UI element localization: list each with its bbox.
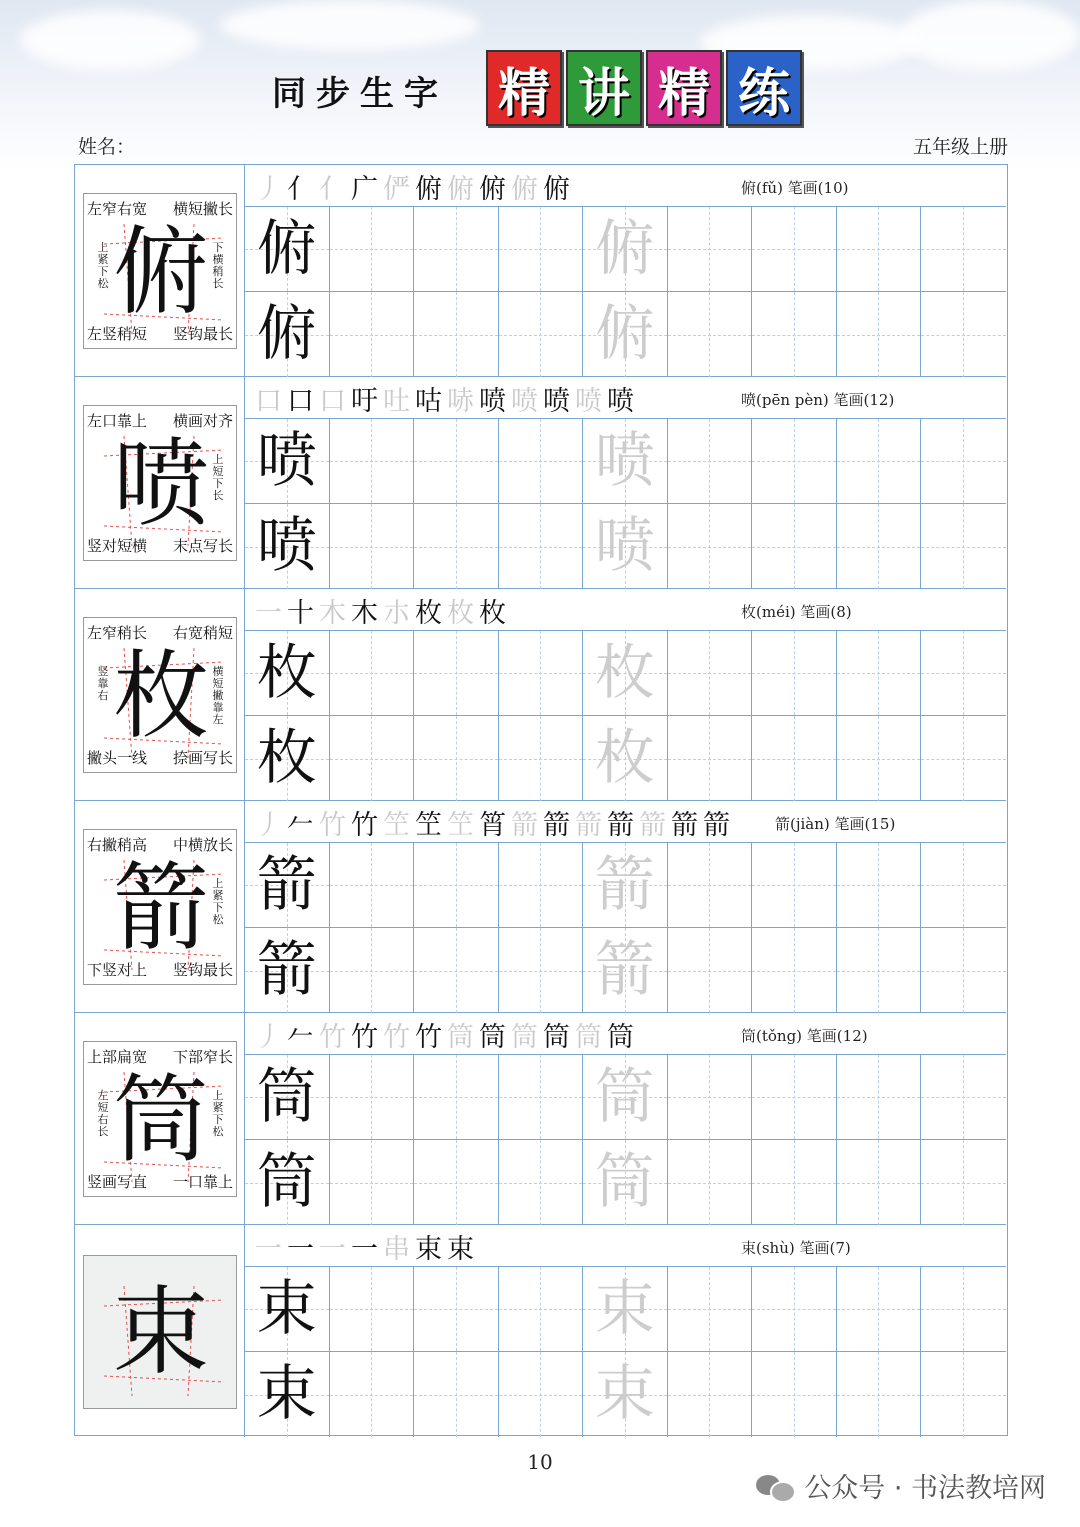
guide-tip: 左窄稍长 [87, 624, 148, 642]
writing-cell[interactable] [668, 716, 753, 801]
writing-cell[interactable] [752, 207, 837, 292]
writing-cell[interactable] [752, 716, 837, 801]
writing-cell[interactable] [583, 1140, 668, 1225]
trace-character: 筒 [594, 1147, 655, 1217]
character-block [75, 377, 1006, 589]
writing-cell[interactable] [245, 419, 330, 504]
writing-cell[interactable] [837, 292, 922, 377]
character-block [75, 1225, 1006, 1437]
stroke-step: 木 [351, 598, 379, 629]
writing-cell[interactable] [668, 1055, 753, 1140]
stroke-order-row [245, 1225, 1006, 1267]
guide-tip: 竖画写直 [87, 1173, 148, 1191]
stroke-step: 吁 [351, 386, 379, 417]
stroke-step: 喷 [607, 386, 635, 417]
stroke-step: 箭 [511, 810, 539, 841]
writing-cell[interactable] [921, 419, 1006, 504]
practice-panel [245, 1013, 1006, 1224]
stroke-step: 俯 [543, 174, 571, 205]
guide-tip: 上紧下松 [212, 1089, 224, 1138]
stroke-step: 箭 [639, 810, 667, 841]
guide-tip: 竖钩最长 [172, 325, 233, 343]
character-block [75, 165, 1006, 377]
guide-character: 喷 [113, 428, 209, 540]
stroke-step: 笁 [383, 810, 411, 841]
pinyin-stroke-count: 俯(fǔ) 笔画(10) [741, 179, 849, 197]
stroke-step: 竹 [351, 810, 379, 841]
stroke-step: 竹 [415, 1022, 443, 1053]
stroke-step: 一 [319, 1234, 347, 1265]
stroke-step: 十 [287, 598, 315, 629]
guide-tip: 左竖稍短 [87, 325, 148, 343]
writing-cell[interactable] [668, 207, 753, 292]
writing-cell[interactable] [245, 1352, 330, 1437]
stroke-step: 𠂉 [287, 1022, 315, 1053]
writing-cell[interactable] [330, 504, 415, 589]
stroke-step: 箭 [575, 810, 603, 841]
trace-character: 枚 [594, 638, 655, 708]
writing-cell[interactable] [330, 1267, 415, 1352]
writing-cell[interactable] [921, 292, 1006, 377]
writing-cell[interactable] [330, 1140, 415, 1225]
writing-cell[interactable] [921, 631, 1006, 716]
stroke-step: 丿 [255, 1022, 283, 1053]
stroke-step: 筒 [447, 1022, 475, 1053]
writing-cell[interactable] [414, 419, 499, 504]
writing-cell[interactable] [837, 1055, 922, 1140]
practice-sheet [74, 164, 1008, 1436]
writing-cell[interactable] [752, 419, 837, 504]
writing-cell[interactable] [921, 1352, 1006, 1437]
writing-cell[interactable] [668, 1267, 753, 1352]
writing-cell[interactable] [752, 928, 837, 1013]
writing-cell[interactable] [837, 843, 922, 928]
pinyin-stroke-count: 箭(jiàn) 笔画(15) [775, 815, 896, 833]
stroke-sequence [255, 803, 735, 842]
writing-cell[interactable] [752, 1352, 837, 1437]
stroke-step: 筲 [479, 810, 507, 841]
stroke-step: 束 [415, 1234, 443, 1265]
writing-cell[interactable] [330, 1055, 415, 1140]
writing-cell[interactable] [668, 1140, 753, 1225]
guide-panel [75, 165, 245, 376]
writing-cell[interactable] [668, 1352, 753, 1437]
guide-tip: 上短下长 [212, 453, 224, 502]
writing-cell[interactable] [583, 419, 668, 504]
stroke-step: 喷 [511, 386, 539, 417]
writing-cell[interactable] [414, 1267, 499, 1352]
writing-cell[interactable] [837, 928, 922, 1013]
stroke-step: 筒 [543, 1022, 571, 1053]
stroke-order-row [245, 801, 1006, 843]
writing-cell[interactable] [837, 504, 922, 589]
model-character: 喷 [256, 511, 317, 581]
logo [486, 50, 802, 126]
stroke-sequence [255, 1015, 639, 1054]
stroke-step: 哧 [447, 386, 475, 417]
writing-grid [245, 419, 1006, 589]
stroke-step: 朩 [383, 598, 411, 629]
stroke-step: 亻 [287, 174, 315, 205]
writing-cell[interactable] [583, 1055, 668, 1140]
guide-tip: 左窄右宽 [87, 200, 148, 218]
watermark-text: 公众号 · 书法教培网 [804, 1473, 1046, 1504]
model-character: 喷 [256, 426, 317, 496]
guide-panel [75, 377, 245, 588]
writing-cell[interactable] [583, 843, 668, 928]
stroke-step: 一 [255, 598, 283, 629]
writing-cell[interactable] [414, 716, 499, 801]
practice-panel [245, 1225, 1006, 1437]
stroke-step: 口 [255, 386, 283, 417]
writing-cell[interactable] [921, 928, 1006, 1013]
stroke-step: 笁 [415, 810, 443, 841]
pinyin-stroke-count: 喷(pēn pèn) 笔画(12) [741, 391, 895, 409]
stroke-step: 口 [287, 386, 315, 417]
writing-cell[interactable] [499, 1352, 584, 1437]
writing-cell[interactable] [752, 292, 837, 377]
guide-character: 箭 [113, 852, 209, 964]
writing-cell[interactable] [499, 1055, 584, 1140]
writing-cell[interactable] [752, 504, 837, 589]
guide-tip: 中横放长 [172, 836, 233, 854]
guide-tip: 末点写长 [172, 537, 233, 555]
guide-tip: 竖对短横 [87, 537, 148, 555]
trace-character: 俯 [594, 299, 655, 369]
stroke-step: 俨 [383, 174, 411, 205]
stroke-step: 一 [255, 1234, 283, 1265]
stroke-step: 俯 [415, 174, 443, 205]
stroke-order-row [245, 589, 1006, 631]
writing-cell[interactable] [921, 1267, 1006, 1352]
writing-cell[interactable] [414, 1352, 499, 1437]
stroke-step: 木 [319, 598, 347, 629]
writing-cell[interactable] [837, 1140, 922, 1225]
stroke-step: 筒 [575, 1022, 603, 1053]
writing-grid [245, 1267, 1006, 1437]
writing-cell[interactable] [499, 843, 584, 928]
logo-char: 讲 [566, 50, 642, 126]
writing-cell[interactable] [499, 504, 584, 589]
stroke-sequence [255, 167, 575, 206]
writing-cell[interactable] [499, 716, 584, 801]
guide-tip: 竖靠右 [97, 665, 109, 702]
writing-cell[interactable] [414, 207, 499, 292]
stroke-step: 竹 [383, 1022, 411, 1053]
trace-character: 束 [594, 1274, 655, 1344]
stroke-step: 一 [287, 1234, 315, 1265]
guide-panel [75, 801, 245, 1012]
guide-card [83, 829, 237, 985]
writing-grid [245, 1055, 1006, 1225]
logo-char: 精 [646, 50, 722, 126]
model-character: 枚 [256, 723, 317, 793]
trace-character: 枚 [594, 723, 655, 793]
stroke-step: 喷 [575, 386, 603, 417]
stroke-order-row [245, 165, 1006, 207]
writing-cell[interactable] [245, 292, 330, 377]
guide-tip: 上部扁宽 [87, 1048, 148, 1066]
guide-tip: 横短撇靠左 [212, 665, 224, 726]
writing-cell[interactable] [330, 1352, 415, 1437]
writing-cell[interactable] [668, 843, 753, 928]
writing-cell[interactable] [330, 928, 415, 1013]
guide-tip: 右宽稍短 [172, 624, 233, 642]
wechat-icon [756, 1471, 796, 1501]
writing-cell[interactable] [414, 631, 499, 716]
writing-grid [245, 631, 1006, 801]
writing-cell[interactable] [330, 716, 415, 801]
model-character: 枚 [256, 638, 317, 708]
writing-cell[interactable] [837, 207, 922, 292]
writing-cell[interactable] [414, 504, 499, 589]
writing-cell[interactable] [837, 716, 922, 801]
guide-tip: 下竖对上 [87, 961, 148, 979]
guide-panel [75, 1225, 245, 1437]
stroke-step: 𠂉 [287, 810, 315, 841]
writing-cell[interactable] [330, 207, 415, 292]
guide-tip: 捺画写长 [172, 749, 233, 767]
writing-cell[interactable] [668, 504, 753, 589]
writing-cell[interactable] [921, 1140, 1006, 1225]
writing-cell[interactable] [414, 1140, 499, 1225]
character-block [75, 589, 1006, 801]
writing-cell[interactable] [414, 292, 499, 377]
writing-cell[interactable] [752, 843, 837, 928]
stroke-step: 束 [447, 1234, 475, 1265]
guide-tip: 撇头一线 [87, 749, 148, 767]
watermark [756, 1466, 1046, 1505]
stroke-step: 笁 [447, 810, 475, 841]
writing-cell[interactable] [921, 1055, 1006, 1140]
stroke-step: 箭 [703, 810, 731, 841]
writing-cell[interactable] [499, 292, 584, 377]
guide-tip: 上紧下松 [212, 877, 224, 926]
writing-cell[interactable] [245, 1055, 330, 1140]
writing-cell[interactable] [921, 843, 1006, 928]
writing-cell[interactable] [583, 1352, 668, 1437]
trace-character: 束 [594, 1359, 655, 1429]
trace-character: 喷 [594, 511, 655, 581]
guide-tip: 横画对齐 [172, 412, 233, 430]
stroke-step: 咕 [415, 386, 443, 417]
writing-cell[interactable] [583, 928, 668, 1013]
stroke-step: 竹 [319, 1022, 347, 1053]
trace-character: 筒 [594, 1062, 655, 1132]
writing-cell[interactable] [921, 716, 1006, 801]
trace-character: 箭 [594, 850, 655, 920]
writing-cell[interactable] [668, 631, 753, 716]
writing-cell[interactable] [245, 1140, 330, 1225]
model-character: 束 [256, 1274, 317, 1344]
guide-character: 俯 [113, 216, 209, 328]
writing-cell[interactable] [583, 504, 668, 589]
model-character: 束 [256, 1359, 317, 1429]
guide-card [83, 405, 237, 561]
stroke-step: 口 [319, 386, 347, 417]
guide-card [83, 617, 237, 773]
writing-cell[interactable] [837, 1267, 922, 1352]
grade-label: 五年级上册 [912, 136, 1008, 158]
writing-cell[interactable] [499, 419, 584, 504]
stroke-step: 筒 [479, 1022, 507, 1053]
stroke-step: 吐 [383, 386, 411, 417]
writing-cell[interactable] [499, 1267, 584, 1352]
stroke-step: 亻 [319, 174, 347, 205]
writing-cell[interactable] [330, 292, 415, 377]
stroke-step: 枚 [415, 598, 443, 629]
writing-cell[interactable] [330, 631, 415, 716]
stroke-sequence [255, 379, 639, 418]
stroke-step: 俯 [479, 174, 507, 205]
stroke-sequence [255, 1227, 479, 1266]
stroke-step: 筒 [607, 1022, 635, 1053]
guide-tip: 一口靠上 [172, 1173, 233, 1191]
writing-cell[interactable] [245, 928, 330, 1013]
guide-character: 筒 [113, 1064, 209, 1176]
writing-cell[interactable] [921, 504, 1006, 589]
stroke-step: 筒 [511, 1022, 539, 1053]
stroke-step: 俯 [511, 174, 539, 205]
writing-cell[interactable] [245, 843, 330, 928]
name-label: 姓名： [78, 136, 136, 158]
writing-cell[interactable] [414, 928, 499, 1013]
stroke-sequence [255, 591, 511, 630]
trace-character: 俯 [594, 214, 655, 284]
writing-cell[interactable] [583, 292, 668, 377]
practice-panel [245, 589, 1006, 800]
writing-grid [245, 843, 1006, 1013]
page-number: 10 [527, 1450, 553, 1474]
trace-character: 喷 [594, 426, 655, 496]
guide-character: 束 [113, 1276, 209, 1388]
guide-tip: 右撇稍高 [87, 836, 148, 854]
writing-cell[interactable] [668, 419, 753, 504]
logo-char: 精 [486, 50, 562, 126]
stroke-step: 竹 [351, 1022, 379, 1053]
stroke-order-row [245, 377, 1006, 419]
guide-tip: 下部窄长 [172, 1048, 233, 1066]
guide-card [83, 1041, 237, 1197]
writing-cell[interactable] [245, 207, 330, 292]
writing-cell[interactable] [668, 928, 753, 1013]
character-block [75, 1013, 1006, 1225]
trace-character: 箭 [594, 935, 655, 1005]
pinyin-stroke-count: 筒(tǒng) 笔画(12) [741, 1027, 868, 1045]
guide-tip: 上紧下松 [97, 241, 109, 290]
guide-tip: 竖钩最长 [172, 961, 233, 979]
stroke-step: 竹 [319, 810, 347, 841]
guide-tip: 左短右长 [97, 1089, 109, 1138]
stroke-step: 一 [351, 1234, 379, 1265]
logo-char: 练 [726, 50, 802, 126]
writing-cell[interactable] [583, 207, 668, 292]
guide-panel [75, 589, 245, 800]
stroke-step: 箭 [607, 810, 635, 841]
stroke-step: 广 [351, 174, 379, 205]
writing-cell[interactable] [752, 1267, 837, 1352]
writing-cell[interactable] [499, 631, 584, 716]
writing-cell[interactable] [837, 631, 922, 716]
model-character: 箭 [256, 850, 317, 920]
guide-card [83, 1255, 237, 1409]
stroke-step: 喷 [543, 386, 571, 417]
writing-cell[interactable] [414, 843, 499, 928]
stroke-step: 丿 [255, 810, 283, 841]
writing-cell[interactable] [245, 716, 330, 801]
character-block [75, 801, 1006, 1013]
practice-panel [245, 801, 1006, 1012]
writing-cell[interactable] [499, 928, 584, 1013]
stroke-step: 俯 [447, 174, 475, 205]
guide-character: 枚 [113, 640, 209, 752]
guide-tip: 横短撇长 [172, 200, 233, 218]
writing-cell[interactable] [499, 207, 584, 292]
stroke-step: 箭 [543, 810, 571, 841]
writing-cell[interactable] [583, 1267, 668, 1352]
stroke-step: 串 [383, 1234, 411, 1265]
model-character: 箭 [256, 935, 317, 1005]
model-character: 筒 [256, 1062, 317, 1132]
writing-cell[interactable] [583, 631, 668, 716]
model-character: 筒 [256, 1147, 317, 1217]
writing-cell[interactable] [245, 1267, 330, 1352]
writing-grid [245, 207, 1006, 377]
stroke-order-row [245, 1013, 1006, 1055]
guide-card [83, 193, 237, 349]
stroke-step: 丿 [255, 174, 283, 205]
guide-panel [75, 1013, 245, 1224]
writing-cell[interactable] [668, 292, 753, 377]
writing-cell[interactable] [752, 1140, 837, 1225]
model-character: 俯 [256, 299, 317, 369]
writing-cell[interactable] [837, 1352, 922, 1437]
writing-cell[interactable] [499, 1140, 584, 1225]
page-title: 同步生字 [272, 74, 448, 114]
writing-cell[interactable] [245, 631, 330, 716]
guide-tip: 左口靠上 [87, 412, 148, 430]
stroke-step: 枚 [447, 598, 475, 629]
stroke-step: 枚 [479, 598, 507, 629]
guide-tip: 下横稍长 [212, 241, 224, 290]
model-character: 俯 [256, 214, 317, 284]
writing-cell[interactable] [752, 631, 837, 716]
writing-cell[interactable] [921, 207, 1006, 292]
writing-cell[interactable] [330, 419, 415, 504]
practice-panel [245, 377, 1006, 588]
stroke-step: 喷 [479, 386, 507, 417]
writing-cell[interactable] [837, 419, 922, 504]
writing-cell[interactable] [583, 716, 668, 801]
writing-cell[interactable] [414, 1055, 499, 1140]
pinyin-stroke-count: 枚(méi) 笔画(8) [741, 603, 852, 621]
practice-panel [245, 165, 1006, 376]
stroke-step: 箭 [671, 810, 699, 841]
writing-cell[interactable] [752, 1055, 837, 1140]
pinyin-stroke-count: 束(shù) 笔画(7) [741, 1239, 851, 1257]
writing-cell[interactable] [330, 843, 415, 928]
writing-cell[interactable] [245, 504, 330, 589]
